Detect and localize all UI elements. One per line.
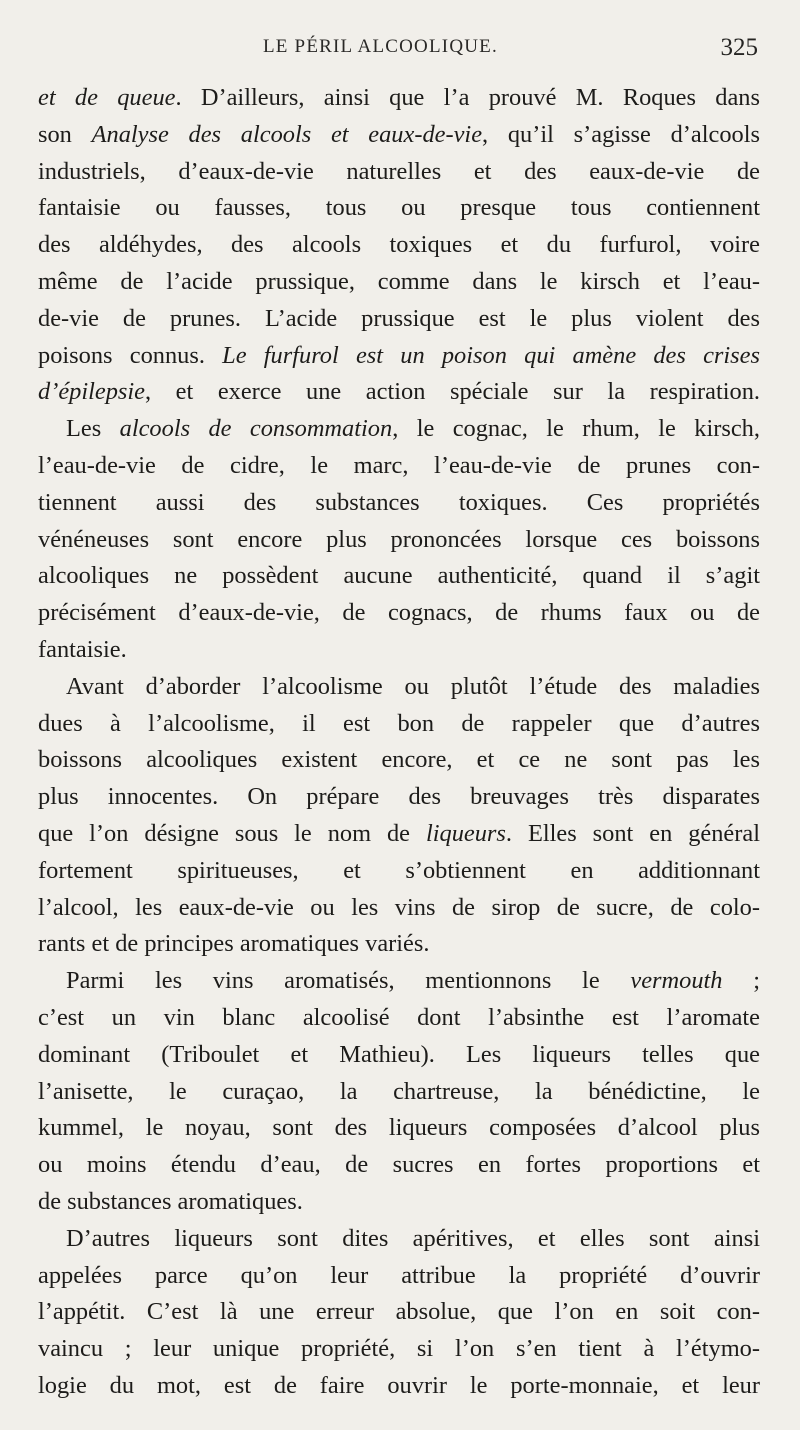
- text-line: [38, 853, 760, 890]
- text-line: [38, 1294, 760, 1331]
- text-run: boissons alcooliques existent encore, et ce ne sont pas les: [38, 746, 760, 774]
- text-line: [38, 632, 760, 669]
- text-run: . Elles sont en général: [505, 819, 760, 847]
- text-run: dues à l’alcoolisme, il est bon de rappeler que d’autres: [38, 709, 760, 737]
- text-line: [38, 595, 760, 632]
- text-run: Les: [66, 415, 120, 443]
- text-run: , qu’il s’agisse d’alcools: [482, 120, 760, 148]
- text-line: [38, 1000, 760, 1037]
- text-line: [38, 301, 760, 338]
- italic-text: vermouth: [630, 967, 723, 995]
- text-line: [38, 264, 760, 301]
- text-line: [38, 154, 760, 191]
- text-run: poisons connus.: [38, 341, 223, 369]
- text-line: [38, 338, 760, 375]
- text-run: tiennent aussi des substances toxiques. Ces propriétés: [38, 488, 760, 516]
- text-run: de substances aromatiques.: [38, 1187, 303, 1215]
- text-line: [38, 411, 760, 448]
- text-line: [38, 1147, 760, 1184]
- italic-text: liqueurs: [425, 819, 506, 847]
- text-line: [38, 80, 760, 117]
- italic-text: et de queue: [38, 84, 176, 111]
- text-line: [38, 1331, 760, 1368]
- text-run: l’anisette, le curaçao, la chartreuse, la bénédictine, le: [38, 1077, 760, 1105]
- text-run: industriels, d’eaux-de-vie naturelles et des eaux-de-vie de: [38, 157, 760, 185]
- page-number: 325: [720, 34, 758, 61]
- text-run: , et exerce une action spéciale sur la respiration.: [145, 378, 760, 406]
- text-line: [38, 522, 760, 559]
- text-run: que l’on désigne sous le nom de: [38, 819, 426, 847]
- italic-text: d’épilepsie: [38, 378, 146, 406]
- text-line: [38, 1110, 760, 1147]
- text-line: [38, 558, 760, 595]
- text-line: [38, 1037, 760, 1074]
- text-line: [38, 742, 760, 779]
- text-line: [38, 1074, 760, 1111]
- text-run: l’appétit. C’est là une erreur absolue, que l’on en soit con-: [38, 1298, 760, 1326]
- text-run: vénéneuses sont encore plus prononcées lorsque ces boissons: [38, 525, 760, 553]
- text-run: kummel, le noyau, sont des liqueurs composées d’alcool plus: [38, 1114, 760, 1142]
- text-run: même de l’acide prussique, comme dans le kirsch et l’eau-: [38, 267, 760, 295]
- text-run: . D’ailleurs, ainsi que l’a prouvé M. Roques dans: [175, 84, 760, 111]
- text-line: [38, 779, 760, 816]
- text-run: Parmi les vins aromatisés, mentionnons le: [66, 967, 631, 995]
- text-run: fantaisie ou fausses, tous ou presque tous contiennent: [38, 194, 760, 222]
- italic-text: Le furfurol est un poison qui amène des crises: [222, 341, 760, 369]
- text-run: alcooliques ne possèdent aucune authenticité, quand il s’agit: [38, 562, 760, 590]
- text-line: [38, 669, 760, 706]
- text-line: [38, 1184, 760, 1221]
- text-run: , le cognac, le rhum, le kirsch,: [392, 415, 760, 443]
- text-run: c’est un vin blanc alcoolisé dont l’absinthe est l’aromate: [38, 1003, 760, 1031]
- text-run: de-vie de prunes. L’acide prussique est le plus violent des: [38, 304, 760, 332]
- text-line: [38, 117, 760, 154]
- text-line: [38, 926, 760, 963]
- text-run: Avant d’aborder l’alcoolisme ou plutôt l’étude des maladies: [66, 672, 760, 700]
- text-line: [38, 706, 760, 743]
- text-run: ;: [722, 967, 760, 995]
- body-text: [38, 80, 760, 1405]
- text-run: précisément d’eaux-de-vie, de cognacs, de rhums faux ou de: [38, 599, 760, 627]
- text-line: [38, 374, 760, 411]
- text-line: [38, 1368, 760, 1405]
- text-line: [38, 190, 760, 227]
- text-run: D’autres liqueurs sont dites apéritives, et elles sont ainsi: [66, 1224, 760, 1252]
- text-line: [38, 448, 760, 485]
- text-line: [38, 890, 760, 927]
- text-run: l’alcool, les eaux-de-vie ou les vins de sirop de sucre, de colo-: [38, 893, 760, 921]
- text-run: logie du mot, est de faire ouvrir le porte-monnaie, et leur: [38, 1371, 760, 1399]
- text-run: dominant (Triboulet et Mathieu). Les liqueurs telles que: [38, 1040, 760, 1068]
- text-run: appelées parce qu’on leur attribue la propriété d’ouvrir: [38, 1261, 760, 1289]
- text-run: fortement spiritueuses, et s’obtiennent en additionnant: [38, 856, 760, 884]
- text-run: fantaisie.: [38, 635, 127, 663]
- running-header: [38, 30, 758, 70]
- text-line: [38, 1221, 760, 1258]
- text-line: [38, 485, 760, 522]
- italic-text: alcools de consommation: [119, 415, 393, 443]
- text-run: l’eau-de-vie de cidre, le marc, l’eau-de-vie de prunes con-: [38, 451, 760, 479]
- text-run: son: [38, 120, 92, 148]
- text-line: [38, 227, 760, 264]
- text-run: ou moins étendu d’eau, de sucres en fortes proportions et: [38, 1151, 760, 1179]
- text-run: rants et de principes aromatiques variés.: [38, 930, 430, 958]
- text-run: vaincu ; leur unique propriété, si l’on s’en tient à l’étymo-: [38, 1335, 760, 1363]
- text-line: [38, 816, 760, 853]
- text-line: [38, 963, 760, 1000]
- text-run: des aldéhydes, des alcools toxiques et du furfurol, voire: [38, 231, 760, 259]
- italic-text: Analyse des alcools et eaux-de-vie: [91, 120, 483, 148]
- text-line: [38, 1258, 760, 1295]
- text-run: plus innocentes. On prépare des breuvages très disparates: [38, 783, 760, 811]
- running-title: LE PÉRIL ALCOOLIQUE.: [263, 36, 498, 57]
